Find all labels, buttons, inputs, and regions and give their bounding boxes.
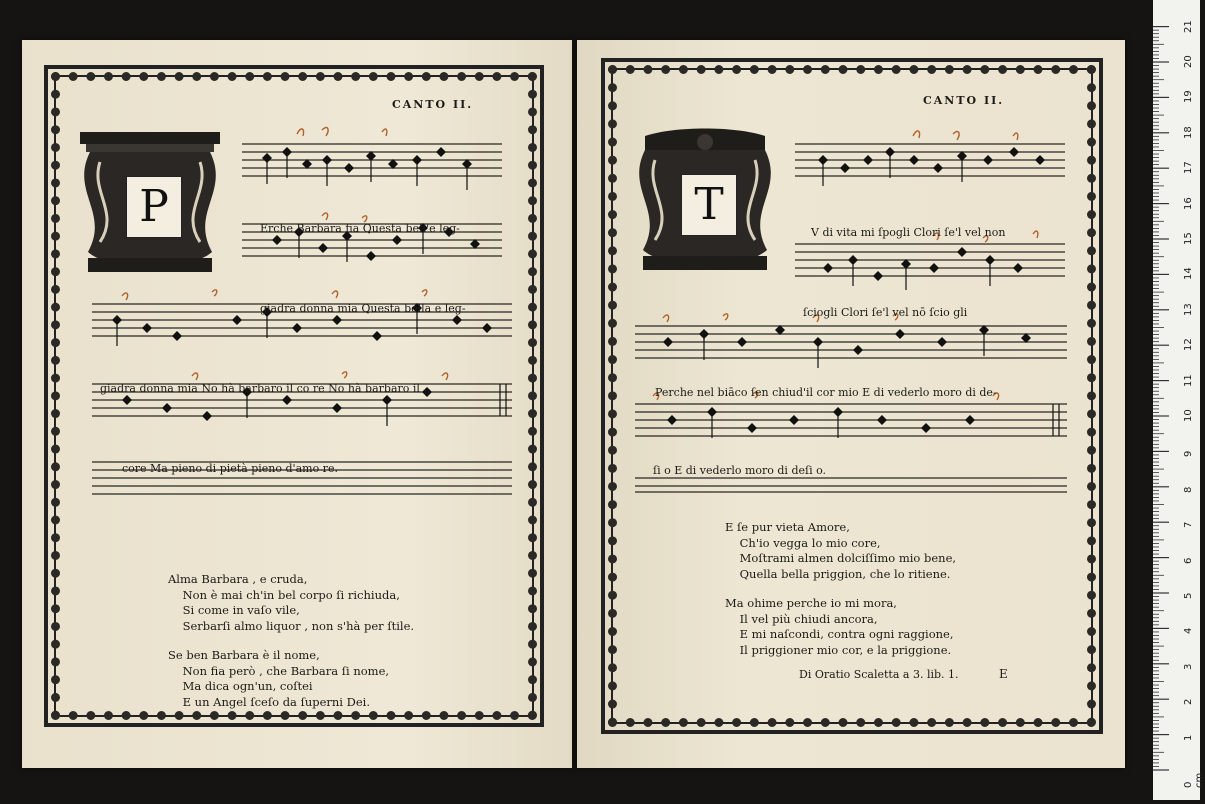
left-verse-stanza-2: Se ben Barbara è il nome, Non fia però , che Barbara ſi nome, Ma dica ogn'un, coſtei E un Angel ſceſo da ſuperni Dei. xyxy=(168,648,390,709)
ruler-label: 2 xyxy=(1183,698,1194,706)
left-lyric-line-1: Erche Barbara fia Questa bell'e leg- xyxy=(260,222,460,235)
measurement-ruler xyxy=(1153,0,1205,800)
left-initial-letter: P xyxy=(126,176,182,238)
right-verse-stanza-2: Ma ohime perche io mi mora, Il vel più chiudi ancora, E mi naſcondi, contra ogni raggione, Il priggioner mio cor, e la priggione. xyxy=(725,596,954,657)
right-lyric-line-3: Perche nel biāco ſen chiud'il cor mio E di vederlo moro di de- xyxy=(655,386,997,399)
ruler-label: 9 xyxy=(1183,451,1194,458)
right-initial-letter: T xyxy=(681,174,737,236)
ruler-label: 18 xyxy=(1183,126,1194,139)
ruler-label: 10 xyxy=(1183,409,1194,422)
left-running-head: CANTO II. xyxy=(392,98,474,111)
ruler-label: 4 xyxy=(1183,628,1194,635)
right-page xyxy=(577,40,1125,768)
left-lyric-line-4: core Ma pieno di pietà pieno d'amo re. xyxy=(122,462,338,475)
ruler-label: 5 xyxy=(1183,592,1194,599)
right-lyric-line-4: ſi o E di vederlo moro di deſi o. xyxy=(653,464,827,477)
left-verse-stanza-1: Alma Barbara , e cruda, Non è mai ch'in bel corpo ſi richiuda, Si come in vaſo vile, Serbarſi almo liquor , non s'hà per ſtile. xyxy=(168,572,415,633)
ruler-label: 15 xyxy=(1183,232,1194,245)
left-lyric-line-3: giadra donna mia Nō hà barbaro il co re Nō hà barbaro il xyxy=(100,382,420,395)
right-verse-stanza-1: E ſe pur vieta Amore, Ch'io vegga lo mio core, Moſtrami almen dolciſſimo mio bene, Quella bella priggion, che lo ritiene. xyxy=(725,520,957,581)
ruler-label: 1 xyxy=(1183,734,1194,741)
right-lyric-line-2: ſciogli Clori ſe'l vel nō ſcio gli xyxy=(803,306,968,319)
ruler-label: 0 cm xyxy=(1183,772,1205,788)
ruler-label: 12 xyxy=(1183,338,1194,352)
colophon: Di Oratio Scaletta a 3. lib. 1. xyxy=(799,668,959,681)
ruler-label: 11 xyxy=(1183,373,1194,387)
printer-signature-mark: E xyxy=(999,667,1008,681)
ruler-label: 16 xyxy=(1183,196,1194,210)
ruler-label: 7 xyxy=(1183,521,1194,529)
ruler-label: 20 xyxy=(1183,55,1194,68)
ruler-label: 21 xyxy=(1183,19,1194,33)
left-page xyxy=(22,40,572,768)
right-music-staves xyxy=(633,114,1073,494)
ruler-label: 13 xyxy=(1183,303,1194,316)
ruler-label: 17 xyxy=(1183,161,1194,175)
ruler-label: 19 xyxy=(1183,90,1194,104)
ruler-label: 3 xyxy=(1183,663,1194,670)
ruler-label: 6 xyxy=(1183,557,1194,564)
right-lyric-line-1: V di vita mi ſpogli Clori ſe'l vel non xyxy=(811,226,1006,239)
right-running-head: CANTO II. xyxy=(923,94,1005,107)
left-lyric-line-2: giadra donna mia Questa bella e leg- xyxy=(260,302,466,315)
ruler-label: 8 xyxy=(1183,486,1194,493)
ruler-label: 14 xyxy=(1183,267,1194,281)
ruler-ticks xyxy=(1153,0,1200,800)
